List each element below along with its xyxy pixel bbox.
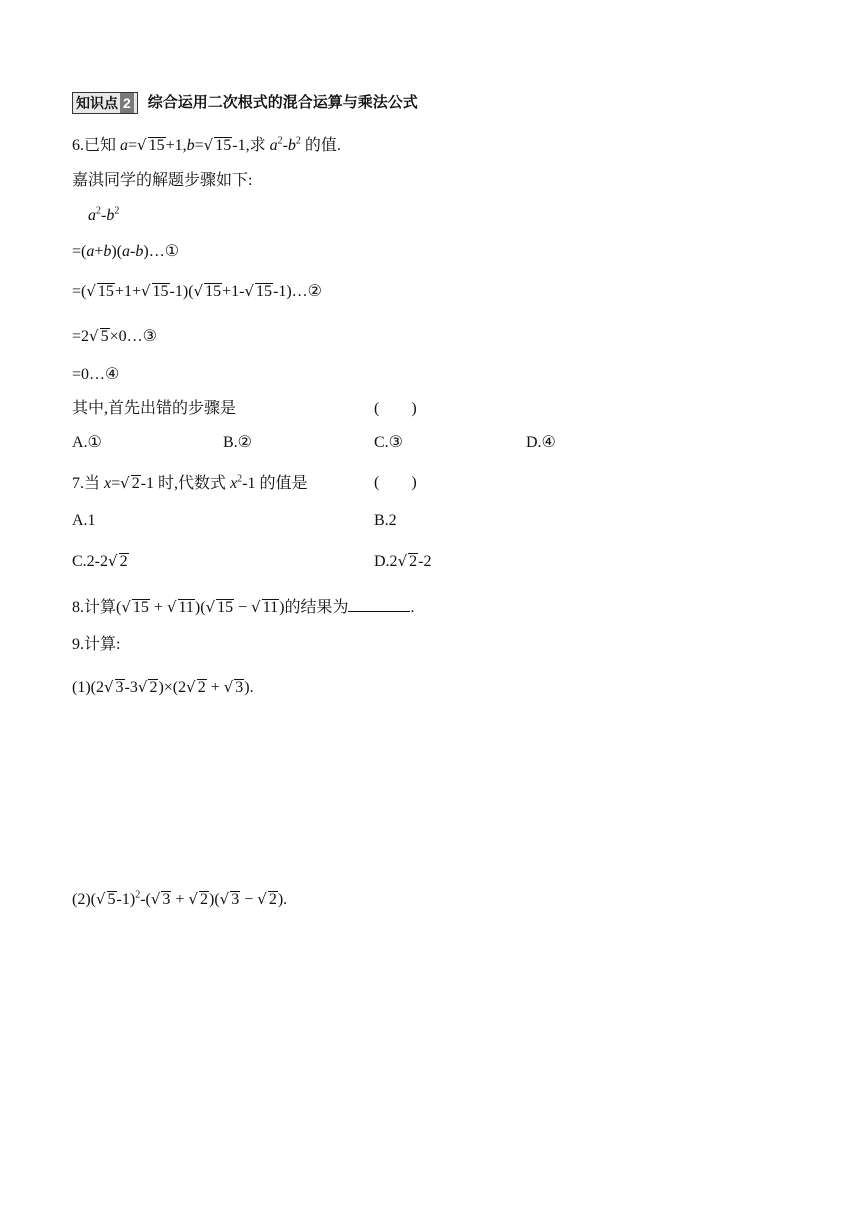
q7-option-c: C.2-2√ 2 — [72, 552, 128, 570]
q6-step4: =0…④ — [72, 366, 120, 383]
q8-answer-blank[interactable] — [348, 597, 410, 612]
q6-answer-paren: ( ) — [374, 400, 417, 417]
q8-stem: 8.计算(√ 15 + √ 11)(√ 15 − √ 11)的结果为 . — [72, 598, 415, 616]
section-heading — [72, 92, 418, 114]
q7-stem: 7.当 x=√ 2-1 时,代数式 $x^2-1$ 的值是 — [72, 473, 308, 492]
q9-part2: (2)(√ 5-1)$^2$-(√ 3 + √ 2)(√ 3 − √ 2). — [72, 889, 288, 908]
q7-answer-paren: ( ) — [374, 474, 417, 491]
section-badge: 知识点 2 — [72, 92, 138, 114]
q7-option-b: B.2 — [374, 512, 397, 529]
q6-option-d: D.④ — [526, 434, 556, 451]
q6-expr: $a^2-b^2$ — [88, 205, 120, 224]
q6-intro: 嘉淇同学的解题步骤如下: — [72, 172, 253, 189]
q6-stem: 6.已知 a=√ 15+1,b=√ 15-1,求 $a^2-b^2$ 的值. — [72, 135, 341, 154]
q7-option-d: D.2√ 2-2 — [374, 552, 432, 570]
q7-option-a: A.1 — [72, 512, 96, 529]
q6-step2: =(√ 15+1+√ 15-1)(√ 15+1-√ 15-1)…② — [72, 282, 322, 300]
section-title: 综合运用二次根式的混合运算与乘法公式 — [147, 94, 418, 111]
q6-option-c: C.③ — [374, 434, 404, 451]
q6-ask: 其中,首先出错的步骤是 — [72, 400, 237, 417]
q6-step1: =(a+b)(a-b)…① — [72, 243, 180, 260]
q6-option-a: A.① — [72, 434, 102, 451]
q6-option-b: B.② — [223, 434, 253, 451]
q6-step3: =2√ 5×0…③ — [72, 327, 157, 345]
q9-part1: (1)(2√ 3-3√ 2)×(2√ 2 + √ 3). — [72, 678, 254, 696]
q9-title: 9.计算: — [72, 636, 121, 653]
